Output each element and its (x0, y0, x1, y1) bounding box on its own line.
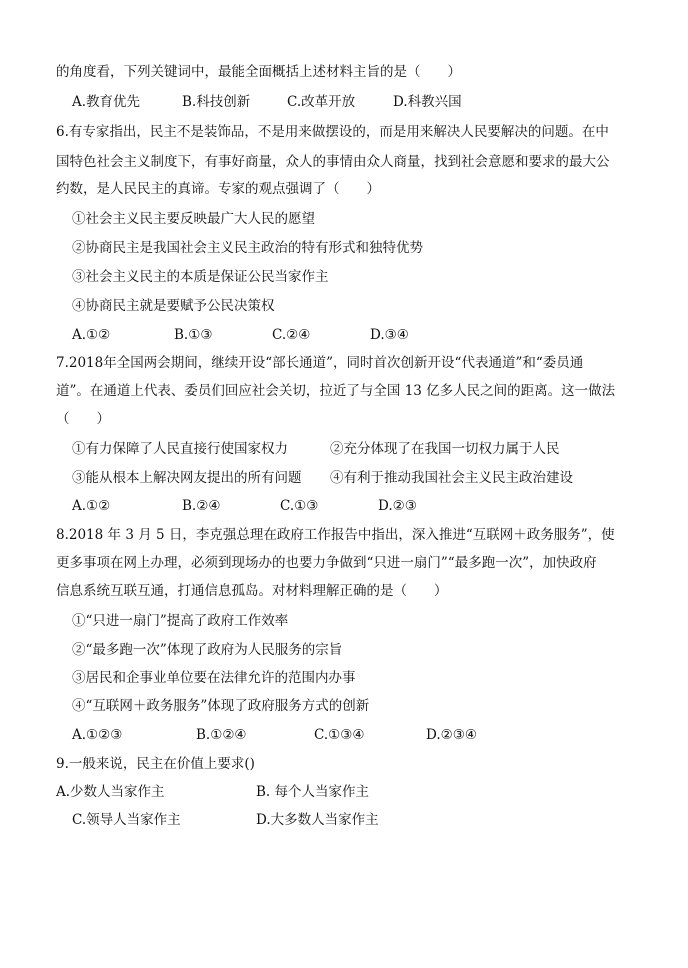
q7-stem-line-1: 7.2018年全国两会期间，继续开设“部长通道”，同时首次创新开设“代表通道”和“委员通 (56, 355, 584, 371)
q5-option-c: C.改革开放 (287, 94, 356, 110)
q8-option-b: B.①②④ (196, 727, 247, 743)
q8-stem-line-3: 信息系统互联互通，打通信息孤岛。对材料理解正确的是（ ） (56, 583, 448, 599)
q5-option-b: B.科技创新 (182, 94, 251, 110)
q6-option-a: A.①② (72, 327, 111, 343)
q6-option-b: B.①③ (174, 327, 213, 343)
q8-statement-1: ①“只进一扇门”提高了政府工作效率 (72, 613, 289, 629)
q7-option-d: D.②③ (378, 498, 417, 514)
q5-option-a: A.教育优先 (72, 94, 141, 110)
q8-statement-2: ②“最多跑一次”体现了政府为人民服务的宗旨 (72, 642, 343, 658)
q7-stem-line-3: （ ） (56, 411, 110, 427)
q8-option-a: A.①②③ (72, 727, 123, 743)
q7-statement-2: ②充分体现了在我国一切权力属于人民 (330, 441, 560, 457)
q6-stem-line-1: 6.有专家指出，民主不是装饰品，不是用来做摆设的，而是用来解决人民要解决的问题。在中 (56, 124, 609, 140)
q5-option-d: D.科教兴国 (393, 94, 462, 110)
q7-statement-4: ④有利于推动我国社会主义民主政治建设 (330, 470, 573, 486)
q8-option-c: C.①③④ (314, 727, 365, 743)
q7-statement-3: ③能从根本上解决网友提出的所有问题 (72, 470, 302, 486)
q9-option-a: A.少数人当家作主 (56, 784, 165, 800)
q6-statement-4: ④协商民主就是要赋予公民决策权 (72, 298, 275, 314)
q7-option-c: C.①③ (280, 498, 319, 514)
q5-stem-tail: 的角度看，下列关键词中，最能全面概括上述材料主旨的是（ ） (56, 64, 461, 80)
q7-option-b: B.②④ (182, 498, 221, 514)
q6-statement-2: ②协商民主是我国社会主义民主政治的特有形式和独特优势 (72, 240, 423, 256)
q9-option-d: D.大多数人当家作主 (256, 812, 379, 828)
q6-stem-line-2: 国特色社会主义制度下，有事好商量，众人的事情由众人商量，找到社会意愿和要求的最大公 (56, 154, 610, 170)
q6-stem-line-3: 约数，是人民民主的真谛。专家的观点强调了（ ） (56, 181, 380, 197)
q7-option-a: A.①② (72, 498, 111, 514)
q8-stem-line-1: 8.2018 年 3 月 5 日，李克强总理在政府工作报告中指出，深入推进“互联网＋政务服务”，使 (56, 527, 615, 543)
q7-stem-line-2: 道”。在通道上代表、委员们回应社会关切，拉近了与全国 13 亿多人民之间的距离。这一做法 (56, 383, 616, 399)
q8-option-d: D.②③④ (426, 727, 477, 743)
q9-stem: 9.一般来说，民主在价值上要求() (56, 756, 255, 772)
q6-option-d: D.③④ (370, 327, 409, 343)
q7-statement-1: ①有力保障了人民直接行使国家权力 (72, 441, 288, 457)
q9-option-b: B. 每个人当家作主 (256, 784, 370, 800)
q8-statement-4: ④“互联网＋政务服务”体现了政府服务方式的创新 (72, 698, 370, 714)
q6-option-c: C.②④ (272, 327, 311, 343)
q8-statement-3: ③居民和企事业单位要在法律允许的范围内办事 (72, 670, 356, 686)
q9-option-c: C.领导人当家作主 (72, 812, 181, 828)
q6-statement-3: ③社会主义民主的本质是保证公民当家作主 (72, 269, 329, 285)
q6-statement-1: ①社会主义民主要反映最广大人民的愿望 (72, 211, 315, 227)
q8-stem-line-2: 更多事项在网上办理，必须到现场办的也要力争做到“只进一扇门”“最多跑一次”，加快政府 (56, 555, 597, 571)
